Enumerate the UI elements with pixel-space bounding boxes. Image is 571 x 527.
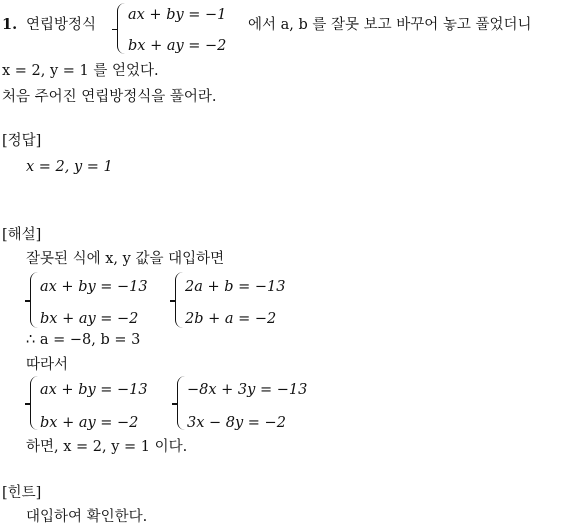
system4-equation-1: −8x + 3y = −13: [187, 382, 308, 398]
answer-value: x = 2, y = 1: [26, 159, 113, 175]
system4-brace: [177, 376, 187, 430]
solution-step-2: 따라서: [26, 357, 69, 373]
solution-label: [해설]: [2, 227, 42, 243]
system3-brace: [30, 376, 40, 430]
system2-brace: [175, 272, 185, 328]
solution-step-1: 잘못된 식에 x, y 값을 대입하면: [26, 251, 225, 267]
problem-line-3: 처음 주어진 연립방정식을 풀어라.: [2, 89, 217, 105]
problem-number: 1.: [2, 16, 18, 33]
system1-equation-1: ax + by = −13: [40, 279, 148, 295]
hint-text: 대입하여 확인한다.: [26, 509, 148, 525]
solution-conclusion: 하면, x = 2, y = 1 이다.: [26, 439, 188, 455]
system-brace: [117, 3, 127, 54]
problem-line-2: x = 2, y = 1 를 얻었다.: [2, 63, 159, 79]
problem-after: 에서 a, b 를 잘못 보고 바꾸어 놓고 풀었더니: [248, 17, 532, 33]
system-equation-1: ax + by = −1: [128, 7, 227, 23]
system4-equation-2: 3x − 8y = −2: [187, 415, 286, 431]
system2-equation-1: 2a + b = −13: [185, 279, 286, 295]
problem-intro: 연립방정식: [26, 17, 97, 33]
answer-label: [정답]: [2, 133, 42, 149]
system2-equation-2: 2b + a = −2: [185, 311, 277, 327]
system1-equation-2: bx + ay = −2: [40, 311, 139, 327]
system3-equation-1: ax + by = −13: [40, 382, 148, 398]
system1-brace: [30, 272, 40, 328]
therefore-line: ∴ a = −8, b = 3: [26, 332, 141, 348]
hint-label: [힌트]: [2, 485, 42, 501]
system3-equation-2: bx + ay = −2: [40, 415, 139, 431]
system-equation-2: bx + ay = −2: [128, 38, 227, 54]
